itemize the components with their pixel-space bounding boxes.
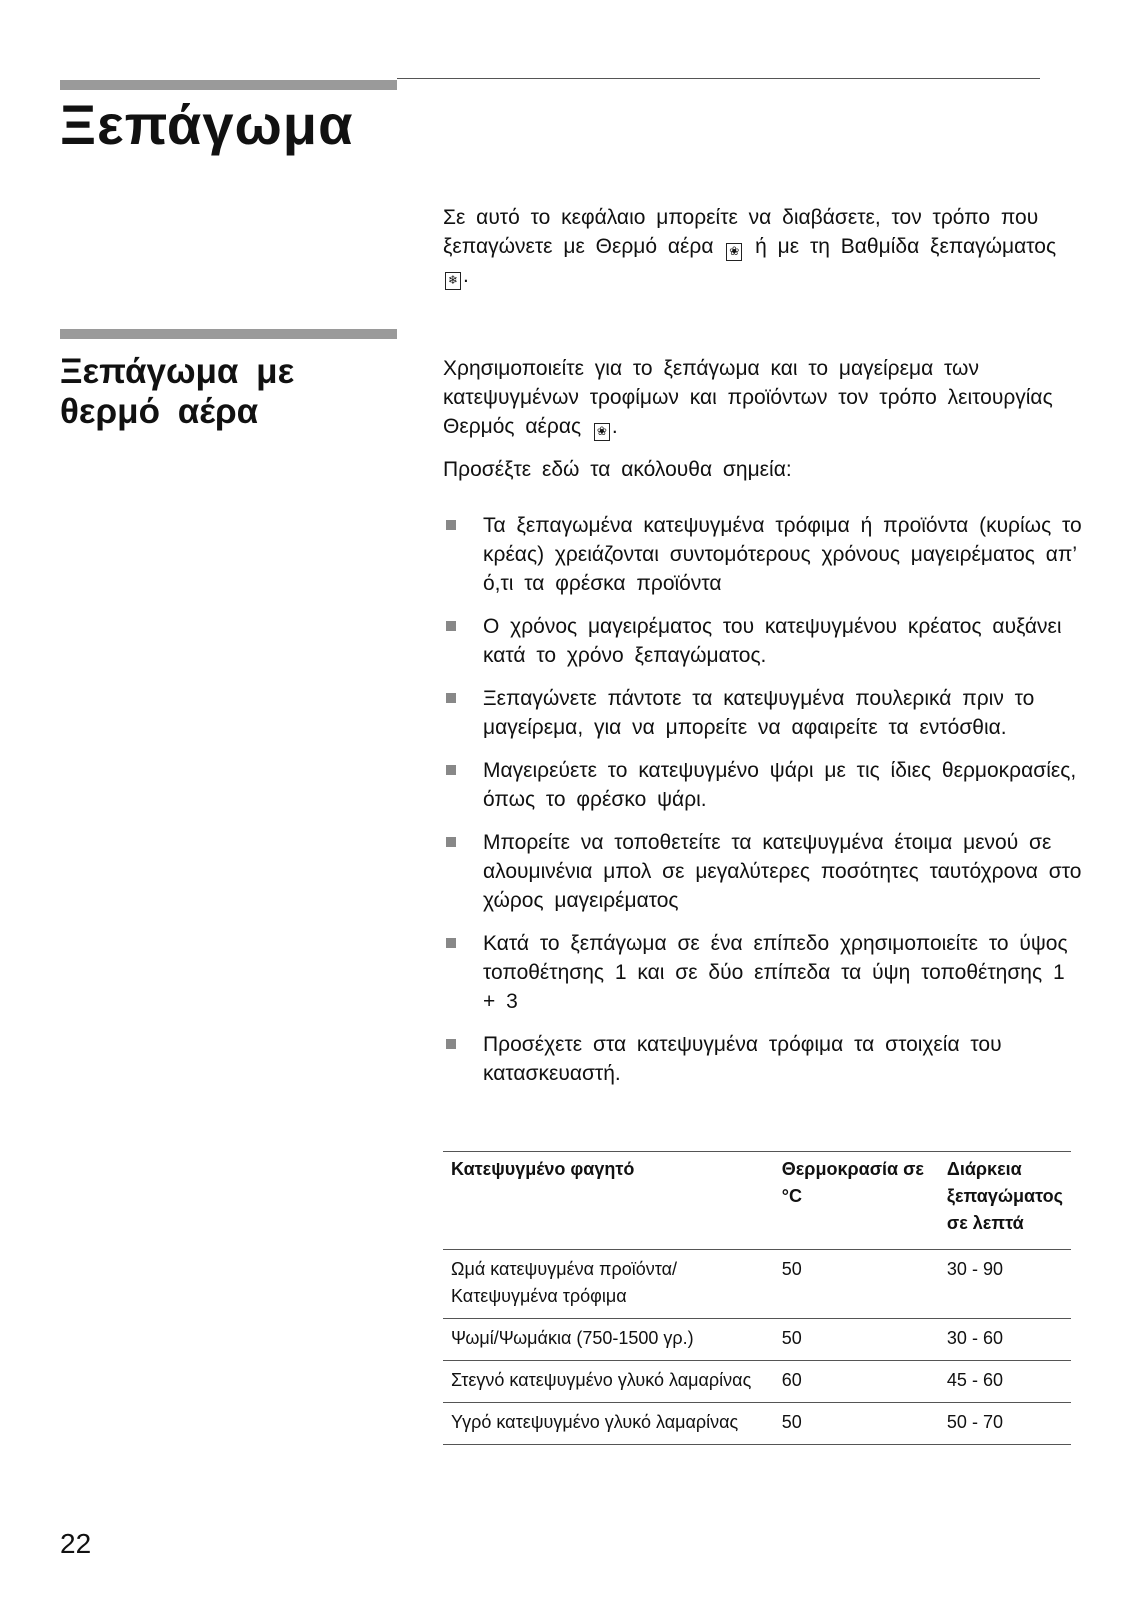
- bullet-square-icon: [446, 520, 456, 530]
- cell-temperature: 50: [781, 1328, 802, 1348]
- list-item-text: Μπορείτε να τοποθετείτε τα κατεψυγμένα έτοιμα μενού σε αλουμινένια μπολ σε μεγαλύτερες ποσότητες ταυτόχρονα στο χώρος μαγειρέματος: [483, 831, 1082, 912]
- defrost-icon: ❄: [445, 272, 461, 290]
- cell-food: Υγρό κατεψυγμένο γλυκό λαμαρίνας: [451, 1412, 739, 1432]
- section-bar: [60, 329, 397, 339]
- cell-temperature: 60: [781, 1370, 802, 1390]
- section-title: Ξεπάγωμα με θερμό αέρα: [60, 352, 295, 431]
- title-rule: [397, 78, 1040, 79]
- list-item-text: Ο χρόνος μαγειρέματος του κατεψυγμένου κρέατος αυξάνει κατά το χρόνο ξεπαγώματος.: [483, 615, 1062, 667]
- list-item-text: Ξεπαγώνετε πάντοτε τα κατεψυγμένα πουλερικά πριν το μαγείρεμα, για να μπορείτε να αφαιρείτε τα εντόσθια.: [483, 687, 1035, 739]
- cell-duration: 30 - 90: [946, 1259, 1003, 1279]
- bullet-square-icon: [446, 621, 456, 631]
- section-paragraph-text: Χρησιμοποιείτε για το ξεπάγωμα και το μαγείρεμα των κατεψυγμένων τροφίμων και προϊόντων τον τρόπο λειτουργίας Θερμός αέρας: [443, 357, 1053, 438]
- notes-intro: Προσέξτε εδώ τα ακόλουθα σημεία:: [443, 458, 792, 481]
- intro-paragraph: [443, 203, 1075, 290]
- header-temperature: Θερμοκρασία σε °C: [781, 1159, 924, 1206]
- intro-text-end: .: [463, 264, 469, 287]
- hot-air-fan-icon: ❀: [726, 243, 742, 261]
- title-bar: [60, 80, 397, 90]
- list-item: [443, 1030, 1083, 1088]
- list-item-text: Τα ξεπαγωμένα κατεψυγμένα τρόφιμα ή προϊόντα (κυρίως το κρέας) χρειάζονται συντομότερους χρόνους μαγειρέματος απ’ ό,τι τα φρέσκα προϊόντα: [483, 514, 1082, 595]
- list-item: [443, 929, 1083, 1016]
- list-item: [443, 756, 1083, 814]
- header-food: Κατεψυγμένο φαγητό: [451, 1159, 635, 1179]
- cell-food: Στεγνό κατεψυγμένο γλυκό λαμαρίνας: [451, 1370, 752, 1390]
- table-row: [443, 1319, 1071, 1361]
- list-item: [443, 828, 1083, 915]
- cell-food: Ωμά κατεψυγμένα προϊόντα/ Κατεψυγμένα τρόφιμα: [451, 1259, 677, 1306]
- table-header-row: [443, 1152, 1071, 1250]
- intro-text: Σε αυτό το κεφάλαιο μπορείτε να διαβάσετε, τον τρόπο που ξεπαγώνετε με Θερμό αέρα: [443, 206, 1039, 258]
- section-paragraph-end: .: [611, 415, 618, 438]
- page-title: Ξεπάγωμα: [60, 93, 354, 156]
- section-paragraph: [443, 354, 1075, 441]
- bullet-square-icon: [446, 693, 456, 703]
- bullet-square-icon: [446, 1039, 456, 1049]
- cell-temperature: 50: [781, 1412, 802, 1432]
- list-item-text: Κατά το ξεπάγωμα σε ένα επίπεδο χρησιμοποιείτε το ύψος τοποθέτησης 1 και σε δύο επίπεδα τα ύψη τοποθέτησης 1 + 3: [483, 932, 1068, 1013]
- notes-list: [443, 511, 1083, 1102]
- cell-temperature: 50: [781, 1259, 802, 1279]
- list-item: [443, 511, 1083, 598]
- hot-air-fan-icon: ❀: [594, 423, 610, 441]
- header-duration: Διάρκεια ξεπαγώματος σε λεπτά: [946, 1159, 1064, 1233]
- table-row: [443, 1403, 1071, 1445]
- bullet-square-icon: [446, 765, 456, 775]
- cell-duration: 50 - 70: [946, 1412, 1003, 1432]
- list-item-text: Προσέχετε στα κατεψυγμένα τρόφιμα τα στοιχεία του κατασκευαστή.: [483, 1033, 1002, 1085]
- table-row: [443, 1361, 1071, 1403]
- bullet-square-icon: [446, 938, 456, 948]
- cell-duration: 45 - 60: [946, 1370, 1003, 1390]
- page-number: 22: [60, 1528, 92, 1559]
- bullet-square-icon: [446, 837, 456, 847]
- list-item: [443, 612, 1083, 670]
- defrost-table: [443, 1151, 1071, 1445]
- cell-duration: 30 - 60: [946, 1328, 1003, 1348]
- cell-food: Ψωμί/Ψωμάκια (750-1500 γρ.): [451, 1328, 694, 1348]
- table-row: [443, 1250, 1071, 1319]
- intro-text-middle: ή με τη Βαθμίδα ξεπαγώματος: [744, 235, 1057, 258]
- list-item-text: Μαγειρεύετε το κατεψυγμένο ψάρι με τις ίδιες θερμοκρασίες, όπως το φρέσκο ψάρι.: [483, 759, 1077, 811]
- list-item: [443, 684, 1083, 742]
